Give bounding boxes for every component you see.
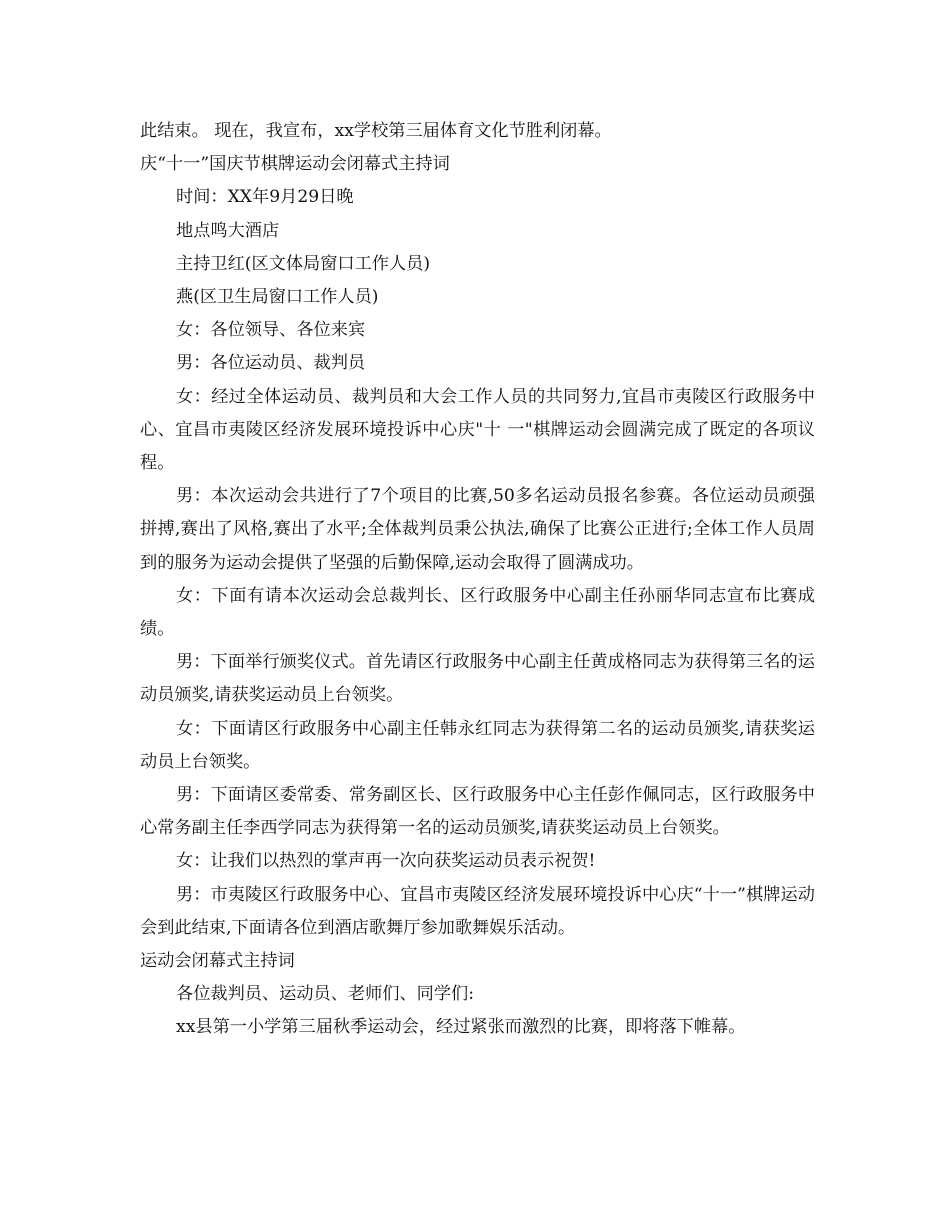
paragraph-female-summary: 女：经过全体运动员、裁判员和大会工作人员的共同努力,宜昌市夷陵区行政服务中心、宜昌市夷陵区经济发展环境投诉中心庆"十 一"棋牌运动会圆满完成了既定的各项议程。 [140,386,815,474]
paragraph-closing-line: 此结束。 现在，我宣布，xx学校第三届体育文化节胜利闭幕。 [140,121,612,141]
paragraph-female-greeting: 女：各位领导、各位来宾 [176,320,366,341]
paragraph-third-place-award: 男：下面举行颁奖仪式。首先请区行政服务中心副主任黄成格同志为获得第三名的运动员颁奖,请获奖运动员上台领奖。 [140,652,815,706]
paragraph-first-place-award: 男：下面请区委常委、常务副区长、区行政服务中心主任彭作佩同志，区行政服务中心常务副主任李西学同志为获得第一名的运动员颁奖,请获奖运动员上台领奖。 [140,785,815,839]
paragraph-time: 时间：XX年9月29日晚 [176,187,354,208]
document-body [140,115,815,1045]
paragraph-male-greeting: 男：各位运动员、裁判员 [176,353,366,374]
section-heading-sports-meet: 运动会闭幕式主持词 [140,951,295,972]
paragraph-host-2: 燕(区卫生局窗口工作人员) [176,287,379,308]
paragraph-second-place-award: 女：下面请区行政服务中心副主任韩永红同志为获得第二名的运动员颁奖,请获奖运动员上台领奖。 [140,718,815,772]
paragraph-closing-remarks: 男：市夷陵区行政服务中心、宜昌市夷陵区经济发展环境投诉中心庆“十一”棋牌运动会到此结束,下面请各位到酒店歌舞厅参加歌舞娱乐活动。 [140,884,815,938]
paragraph-host-1: 主持卫红(区文体局窗口工作人员) [176,253,431,274]
paragraph-congratulations: 女：让我们以热烈的掌声再一次向获奖运动员表示祝贺! [176,851,596,872]
paragraph-results-announcement: 女：下面有请本次运动会总裁判长、区行政服务中心副主任孙丽华同志宣布比赛成绩。 [140,585,815,640]
section-heading-national-day: 庆“十一”国庆节棋牌运动会闭幕式主持词 [140,154,450,175]
paragraph-male-summary: 男：本次运动会共进行了7个项目的比赛,50多名运动员报名参赛。各位运动员顽强拼搏,赛出了风格,赛出了水平;全体裁判员秉公执法,确保了比赛公正进行;全体工作人员周到的服务为运动会提供了坚强的后勤保障,运动会取得了圆满成功。 [140,486,815,573]
paragraph-sports-meet-ending: xx县第一小学第三届秋季运动会，经过紧张而激烈的比赛，即将落下帷幕。 [176,1017,746,1038]
paragraph-location: 地点鸣大酒店 [176,220,280,241]
paragraph-audience-greeting: 各位裁判员、运动员、老师们、同学们: [176,984,474,1005]
